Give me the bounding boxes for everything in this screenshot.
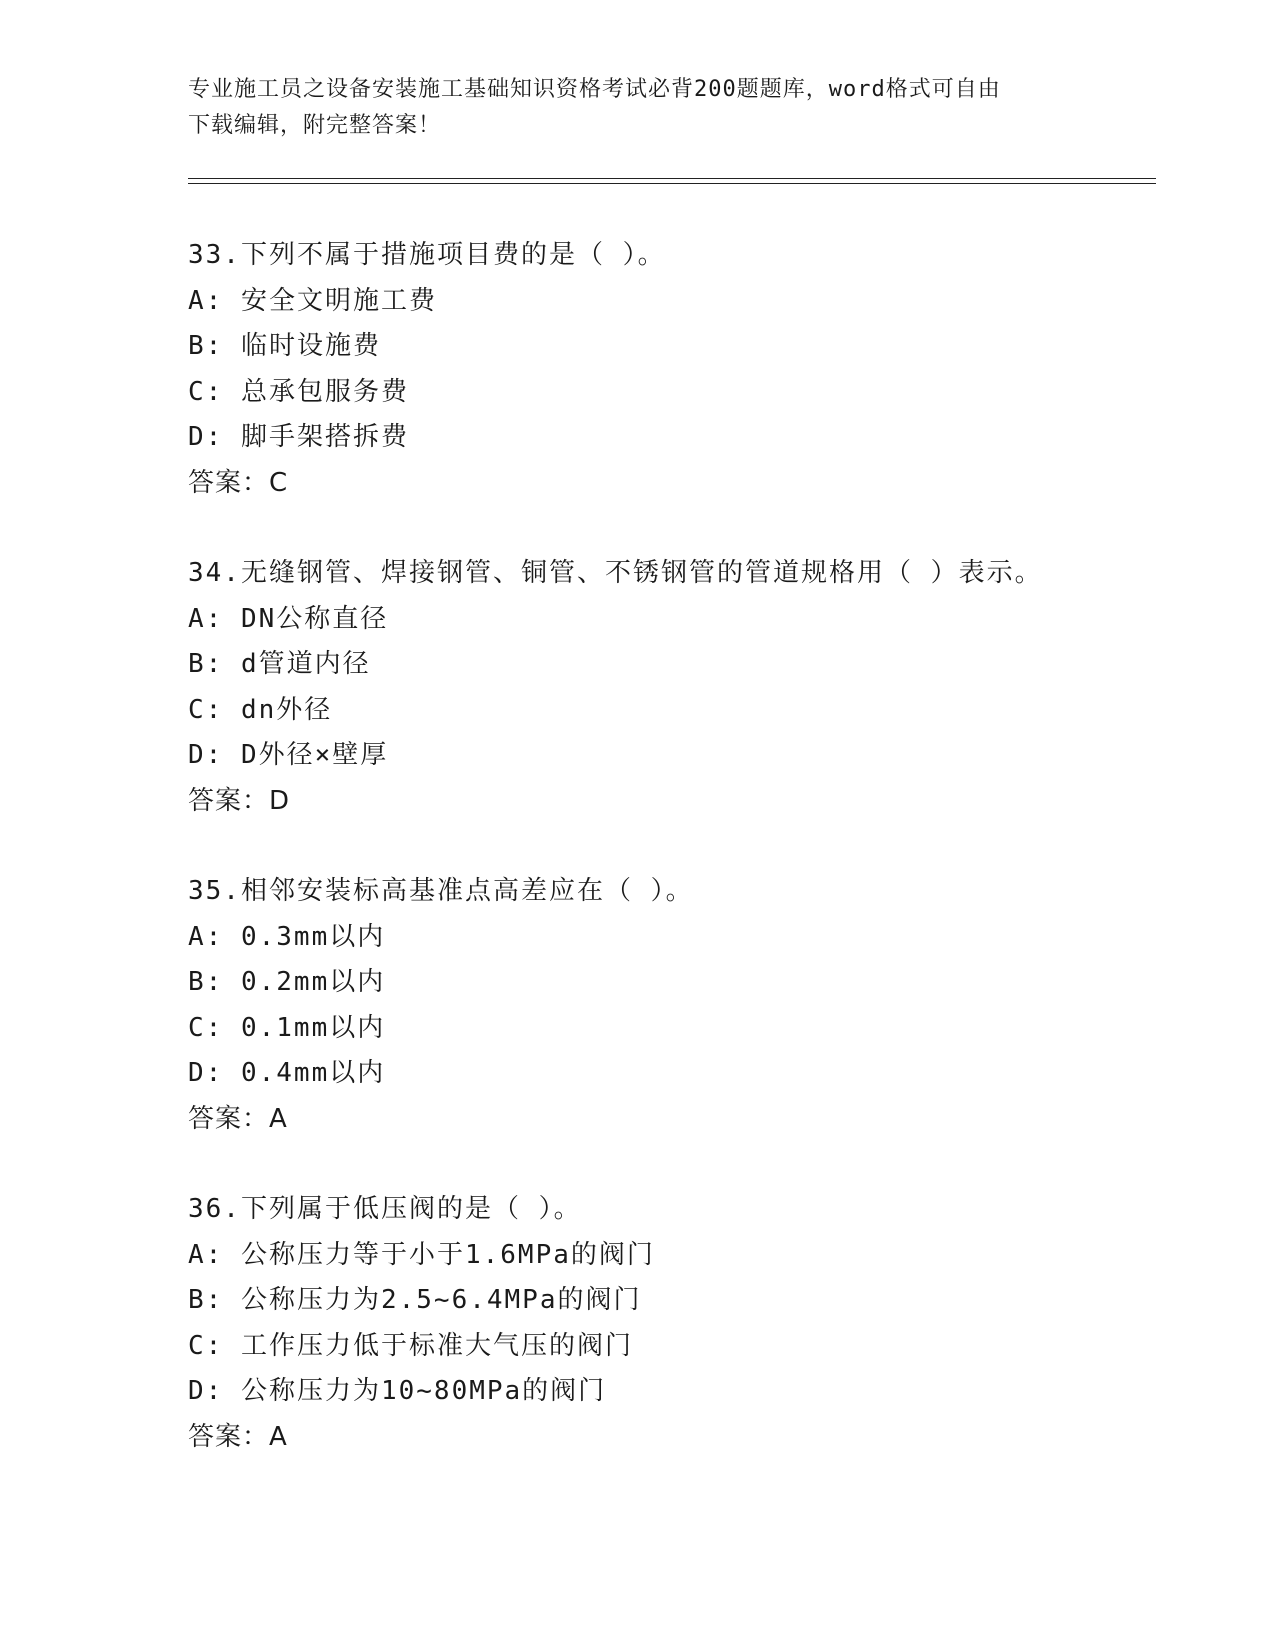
option-d: D: 0.4mm以内 (188, 1058, 386, 1088)
question-stem: 33.下列不属于措施项目费的是（ ）。 (188, 240, 666, 270)
option-c: C: 总承包服务费 (188, 376, 409, 407)
header-divider-top (188, 178, 1156, 179)
option-c: C: dn外径 (188, 694, 333, 725)
option-c: C: 工作压力低于标准大气压的阀门 (188, 1330, 633, 1361)
option-a: A: DN公称直径 (188, 603, 389, 634)
option-b: B: 临时设施费 (188, 331, 381, 361)
question-stem: 35.相邻安装标高基准点高差应在（ ）。 (188, 876, 694, 906)
question-list (188, 233, 1168, 1505)
option-d: D: 脚手架搭拆费 (188, 422, 409, 452)
option-b: B: 公称压力为2.5~6.4MPa的阀门 (188, 1285, 642, 1315)
answer-label: 答案：D (188, 785, 291, 816)
answer-label: 答案：C (188, 467, 289, 498)
document-header (188, 72, 1068, 144)
option-b: B: 0.2mm以内 (188, 967, 386, 997)
answer-label: 答案：A (188, 1103, 288, 1134)
header-divider-bottom (188, 183, 1156, 184)
option-a: A: 0.3mm以内 (188, 921, 386, 952)
question-stem: 34.无缝钢管、焊接钢管、铜管、不锈钢管的管道规格用（ ）表示。 (188, 558, 1043, 588)
header-line-1: 专业施工员之设备安装施工基础知识资格考试必背200题题库，word格式可自由 (188, 77, 1001, 102)
question-stem: 36.下列属于低压阀的是（ ）。 (188, 1194, 582, 1224)
question-34 (188, 551, 1168, 824)
header-line-2: 下载编辑，附完整答案！ (188, 113, 442, 138)
question-33 (188, 233, 1168, 506)
option-a: A: 公称压力等于小于1.6MPa的阀门 (188, 1239, 655, 1270)
option-a: A: 安全文明施工费 (188, 285, 437, 316)
option-d: D: 公称压力为10~80MPa的阀门 (188, 1376, 607, 1406)
option-b: B: d管道内径 (188, 649, 371, 679)
question-35 (188, 869, 1168, 1142)
question-36 (188, 1187, 1168, 1460)
option-c: C: 0.1mm以内 (188, 1012, 386, 1043)
answer-label: 答案：A (188, 1421, 288, 1452)
option-d: D: D外径×壁厚 (188, 740, 389, 770)
